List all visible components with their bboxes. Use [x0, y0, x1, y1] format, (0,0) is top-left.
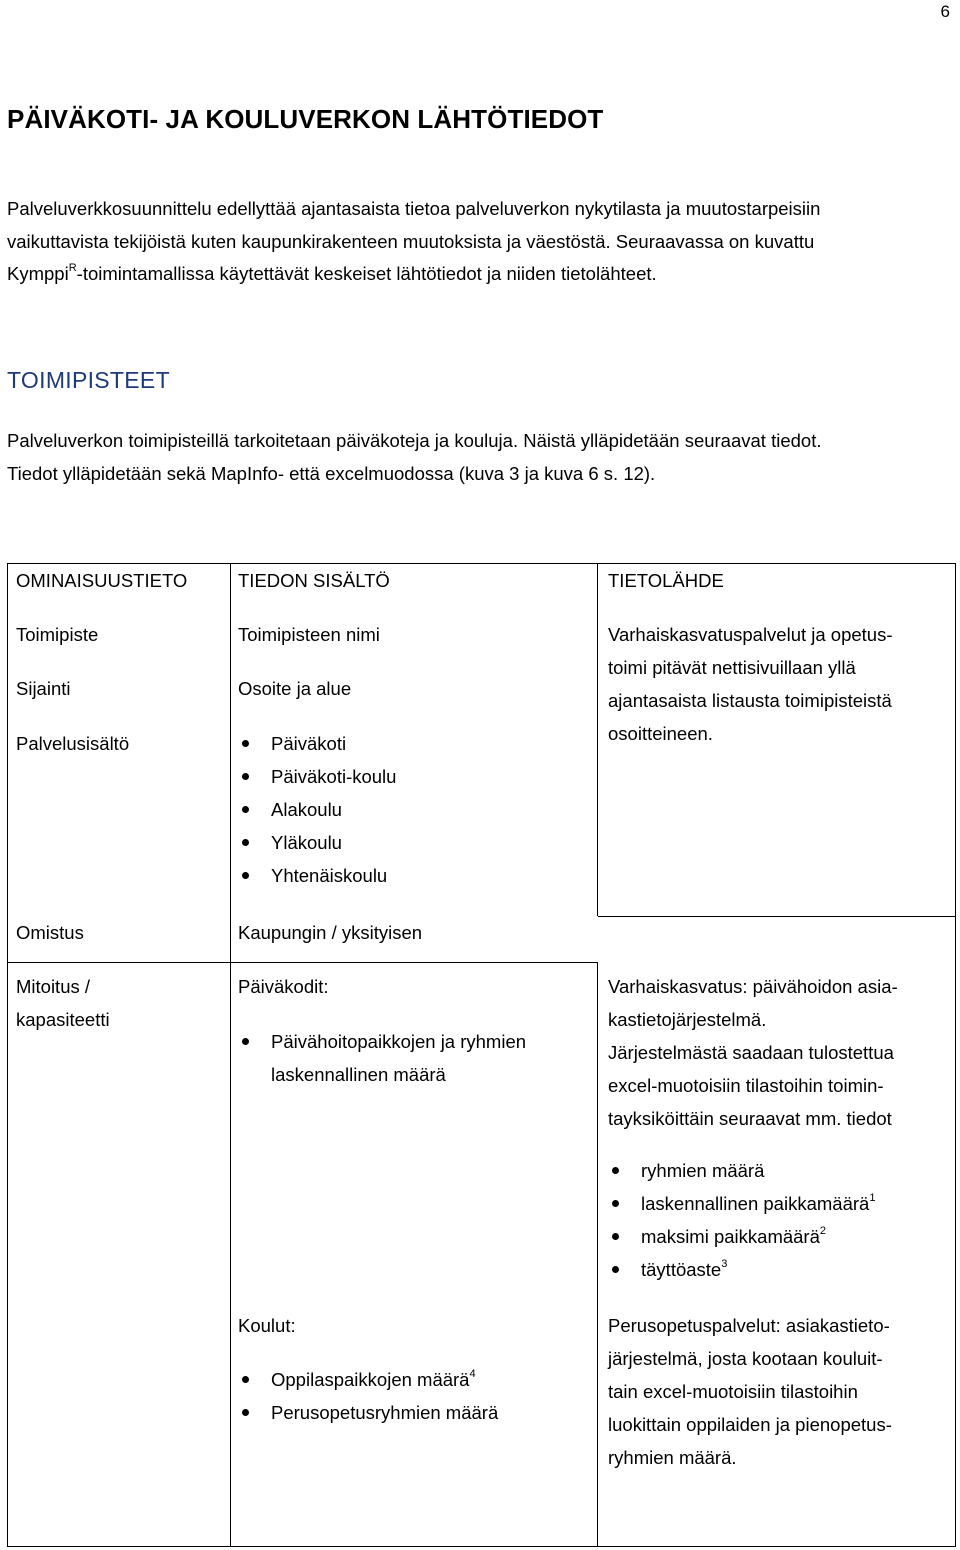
varhaiskasvatus-list	[608, 1154, 875, 1286]
list-item	[238, 1363, 498, 1396]
section-heading: TOIMIPISTEET	[7, 367, 170, 393]
list-item-text: Oppilaspaikkojen määrä	[271, 1369, 470, 1390]
label-palvelusisalto: Palvelusisältö	[16, 733, 130, 754]
source-line: kastietojärjestelmä.	[608, 1009, 767, 1030]
source-line: Järjestelmästä saadaan tulostettua	[608, 1042, 894, 1063]
list-item	[608, 1187, 875, 1220]
list-item-text: maksimi paikkamäärä	[641, 1226, 820, 1247]
intro-line: vaikuttavista tekijöistä kuten kaupunkirakenteen muutoksista ja väestöstä. Seuraavassa on kuvattu	[7, 230, 815, 252]
label-line: Mitoitus /	[16, 976, 91, 997]
list-item: Yläkoulu	[238, 826, 396, 859]
list-item-text: täyttöaste	[641, 1259, 722, 1280]
footnote-marker: 4	[469, 1368, 476, 1380]
list-item: Perusopetusryhmien määrä	[238, 1396, 498, 1429]
source-line: osoitteineen.	[608, 723, 713, 744]
label-omistus: Omistus	[16, 922, 84, 943]
row-divider	[598, 916, 956, 917]
paivakodit-title: Päiväkodit:	[238, 976, 329, 997]
list-item: Alakoulu	[238, 793, 396, 826]
palvelusisalto-list	[238, 727, 396, 892]
page-title: PÄIVÄKOTI- JA KOULUVERKON LÄHTÖTIEDOT	[7, 104, 604, 134]
list-item	[608, 1220, 875, 1253]
source-line: tayksiköittäin seuraavat mm. tiedot	[608, 1108, 892, 1129]
koulut-list	[238, 1363, 498, 1429]
source-line: luokittain oppilaiden ja pienopetus-	[608, 1414, 892, 1435]
source-line: Perusopetuspalvelut: asiakastieto-	[608, 1315, 890, 1336]
source-line: toimi pitävät nettisivuillaan yllä	[608, 657, 856, 678]
list-item-line: Päivähoitopaikkojen ja ryhmien	[271, 1031, 527, 1052]
label-mitoitus	[16, 970, 110, 1036]
source-line: ajantasaista listausta toimipisteistä	[608, 690, 892, 711]
content-toimipiste: Toimipisteen nimi	[238, 624, 380, 645]
list-item: Päiväkoti	[238, 727, 396, 760]
section-paragraph	[7, 425, 955, 490]
section-line: Tiedot ylläpidetään sekä MapInfo- että excelmuodossa (kuva 3 ja kuva 6 s. 12).	[7, 462, 656, 484]
source-line: excel-muotoisiin tilastoihin toimin-	[608, 1075, 884, 1096]
source-perusopetus	[608, 1309, 892, 1474]
source-line: järjestelmä, josta kootaan kouluit-	[608, 1348, 883, 1369]
list-item-text: ryhmien määrä	[641, 1160, 765, 1181]
source-line: Varhaiskasvatus: päivähoidon asia-	[608, 976, 898, 997]
list-item	[608, 1253, 875, 1286]
content-sijainti: Osoite ja alue	[238, 678, 352, 699]
list-item	[608, 1154, 875, 1187]
source-varhaiskasvatus	[608, 970, 898, 1135]
source-line: ryhmien määrä.	[608, 1447, 737, 1468]
source-toimipisteet	[608, 618, 893, 750]
column-divider	[230, 564, 231, 1546]
label-sijainti: Sijainti	[16, 678, 71, 699]
list-item-line: laskennallinen määrä	[271, 1064, 446, 1085]
column-divider	[597, 962, 598, 1546]
row-divider	[8, 962, 598, 963]
paivakodit-list	[238, 1025, 526, 1091]
footnote-marker: 3	[721, 1258, 728, 1270]
column-divider	[597, 564, 598, 916]
intro-line: -toimintamallissa käytettävät keskeiset lähtötiedot ja niiden tietolähteet.	[76, 263, 657, 284]
page-number: 6	[940, 2, 950, 21]
content-omistus: Kaupungin / yksityisen	[238, 922, 423, 943]
intro-line: Palveluverkkosuunnittelu edellyttää ajantasaista tietoa palveluverkon nykytilasta ja muutostarpeisiin	[7, 198, 821, 219]
source-line: tain excel-muotoisiin tilastoihin	[608, 1381, 858, 1402]
intro-line: Kymppi	[7, 263, 69, 284]
source-line: Varhaiskasvatuspalvelut ja opetus-	[608, 624, 893, 645]
list-item: Päiväkoti-koulu	[238, 760, 396, 793]
label-toimipiste: Toimipiste	[16, 624, 99, 645]
header-tietolahde: TIETOLÄHDE	[608, 570, 724, 591]
superscript: R	[68, 262, 77, 274]
list-item-text: laskennallinen paikkamäärä	[641, 1193, 870, 1214]
list-item: Yhtenäiskoulu	[238, 859, 396, 892]
header-ominaisuustieto: OMINAISUUSTIETO	[16, 570, 188, 591]
footnote-marker: 2	[819, 1225, 827, 1237]
section-line: Palveluverkon toimipisteillä tarkoitetaan päiväkoteja ja kouluja. Näistä ylläpidetään seuraavat tiedot.	[7, 430, 822, 451]
intro-paragraph	[7, 193, 955, 291]
data-table	[7, 563, 956, 1547]
footnote-marker: 1	[869, 1192, 876, 1204]
label-line: kapasiteetti	[16, 1009, 110, 1030]
header-tiedon-sisalto: TIEDON SISÄLTÖ	[238, 570, 390, 591]
koulut-title: Koulut:	[238, 1315, 296, 1336]
list-item	[238, 1025, 526, 1091]
